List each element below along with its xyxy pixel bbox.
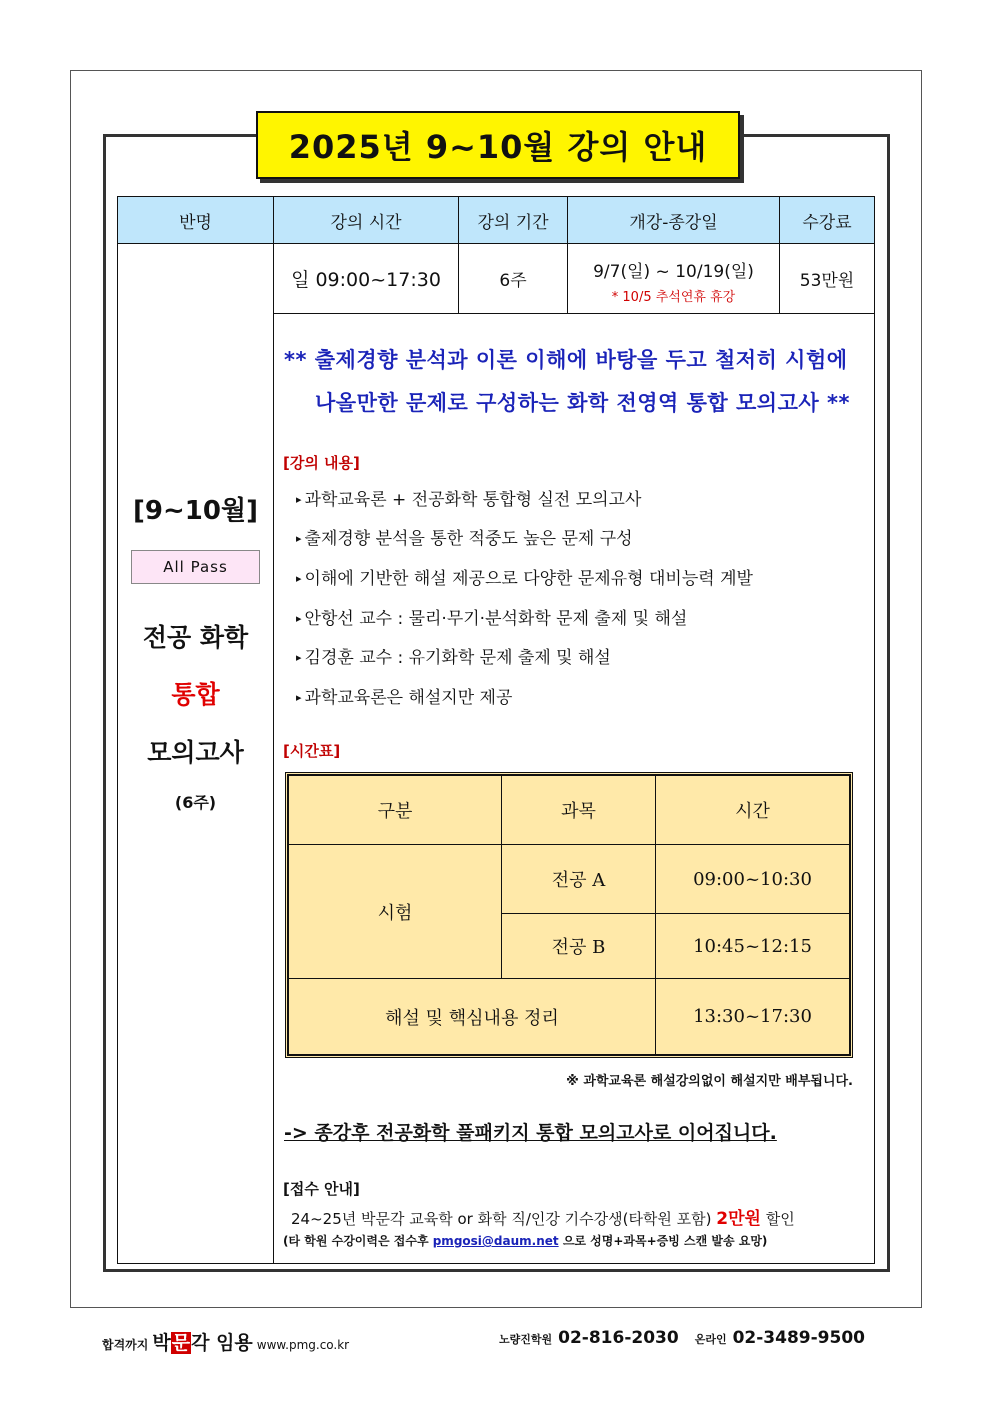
class-weeks: (6주) [174, 793, 217, 812]
course-dates-cell [567, 243, 780, 314]
schedule-time: 09:00~10:30 [655, 844, 850, 914]
schedule-review-time: 13:30~17:30 [655, 978, 850, 1055]
intro-line2: 나올만한 문제로 구성하는 화학 전영역 통합 모의고사 ** [315, 391, 850, 415]
registration-line1-suffix: 할인 [765, 1210, 795, 1228]
schedule-review-label: 해설 및 핵심내용 정리 [288, 978, 656, 1055]
schedule-header-category: 구분 [288, 775, 502, 845]
schedule-time: 10:45~12:15 [655, 913, 850, 979]
brand-logo-part: 문 [171, 1332, 191, 1354]
content-item: ▸ 안항선 교수 : 물리·무기·분석화학 문제 출제 및 해설 [296, 604, 687, 629]
footer-slogan: 합격까지 [102, 1338, 149, 1352]
brand-logo-part: 임용 [216, 1332, 253, 1354]
schedule-header-subject: 과목 [501, 775, 656, 845]
content-heading-text: [강의 내용] [283, 454, 360, 472]
brand-logo-part: 박 [152, 1332, 171, 1354]
content-heading [283, 452, 360, 473]
content-item: ▸ 과학교육론은 해설지만 제공 [296, 683, 512, 708]
class-name-line1: 전공 화학 [142, 623, 249, 652]
page-title: 2025년 9~10월 강의 안내 [256, 111, 740, 179]
schedule-heading [283, 740, 340, 761]
schedule-note: ※ 과학교육론 해설강의없이 해설지만 배부됩니다. [566, 1074, 853, 1089]
schedule-header-time: 시간 [655, 775, 850, 845]
online-phone: 02-3489-9500 [732, 1328, 865, 1348]
course-fee: 53만원 [779, 243, 875, 314]
header-fee: 수강료 [779, 196, 875, 244]
online-label: 온라인 [694, 1333, 727, 1346]
class-name-line2: 통합 [171, 680, 220, 709]
header-dates: 개강-종강일 [567, 196, 780, 244]
office-label: 노량진학원 [498, 1333, 553, 1346]
footer-brand [102, 1328, 349, 1355]
course-dates-note: * 10/5 추석연휴 휴강 [611, 290, 736, 305]
discount-amount: 2만원 [716, 1209, 761, 1229]
registration-line1 [291, 1204, 795, 1229]
office-phone: 02-816-2030 [558, 1328, 679, 1348]
class-name-line3: 모의고사 [147, 738, 244, 767]
footer-contacts [499, 1328, 865, 1348]
intro-line1: ** 출제경향 분석과 이론 이해에 바탕을 두고 철저히 시험에 [284, 348, 848, 372]
schedule-subject: 전공 A [501, 844, 656, 914]
course-dates: 9/7(일) ~ 10/19(일) [593, 262, 754, 282]
header-period: 강의 기간 [458, 196, 568, 244]
content-item: ▸ 이해에 기반한 해설 제공으로 다양한 문제유형 대비능력 계발 [296, 564, 753, 589]
schedule-heading-text: [시간표] [283, 742, 341, 760]
continue-note: -> 종강후 전공화학 풀패키지 통합 모의고사로 이어집니다. [284, 1122, 777, 1144]
schedule-exam-label: 시험 [288, 844, 502, 979]
registration-line2-suffix: 으로 성명+과목+증빙 스캔 발송 요망) [562, 1234, 768, 1248]
registration-heading: [접수 안내] [283, 1180, 360, 1198]
footer-url[interactable]: www.pmg.co.kr [256, 1338, 350, 1352]
course-time: 일 09:00~17:30 [273, 243, 459, 314]
brand-logo-part: 각 [191, 1332, 210, 1354]
all-pass-badge: All Pass [131, 550, 260, 584]
content-item: ▸ 김경훈 교수 : 유기화학 문제 출제 및 해설 [296, 643, 611, 668]
registration-email-link[interactable]: pmgosi@daum.net [432, 1234, 559, 1248]
registration-line1-text: 24~25년 박문각 교육학 or 화학 직/인강 기수강생(타학원 포함) [291, 1210, 712, 1228]
header-time: 강의 시간 [273, 196, 459, 244]
class-period: [9~10월] [133, 496, 258, 526]
registration-line2-text: (타 학원 수강이력은 접수후 [283, 1234, 429, 1248]
brand-logo [152, 1328, 252, 1355]
content-item: ▸ 출제경향 분석을 통한 적중도 높은 문제 구성 [296, 524, 633, 549]
header-class: 반명 [117, 196, 274, 244]
course-period: 6주 [458, 243, 568, 314]
content-item: ▸ 과학교육론 + 전공화학 통합형 실전 모의고사 [296, 485, 641, 510]
schedule-subject: 전공 B [501, 913, 656, 979]
registration-line2 [283, 1232, 767, 1249]
